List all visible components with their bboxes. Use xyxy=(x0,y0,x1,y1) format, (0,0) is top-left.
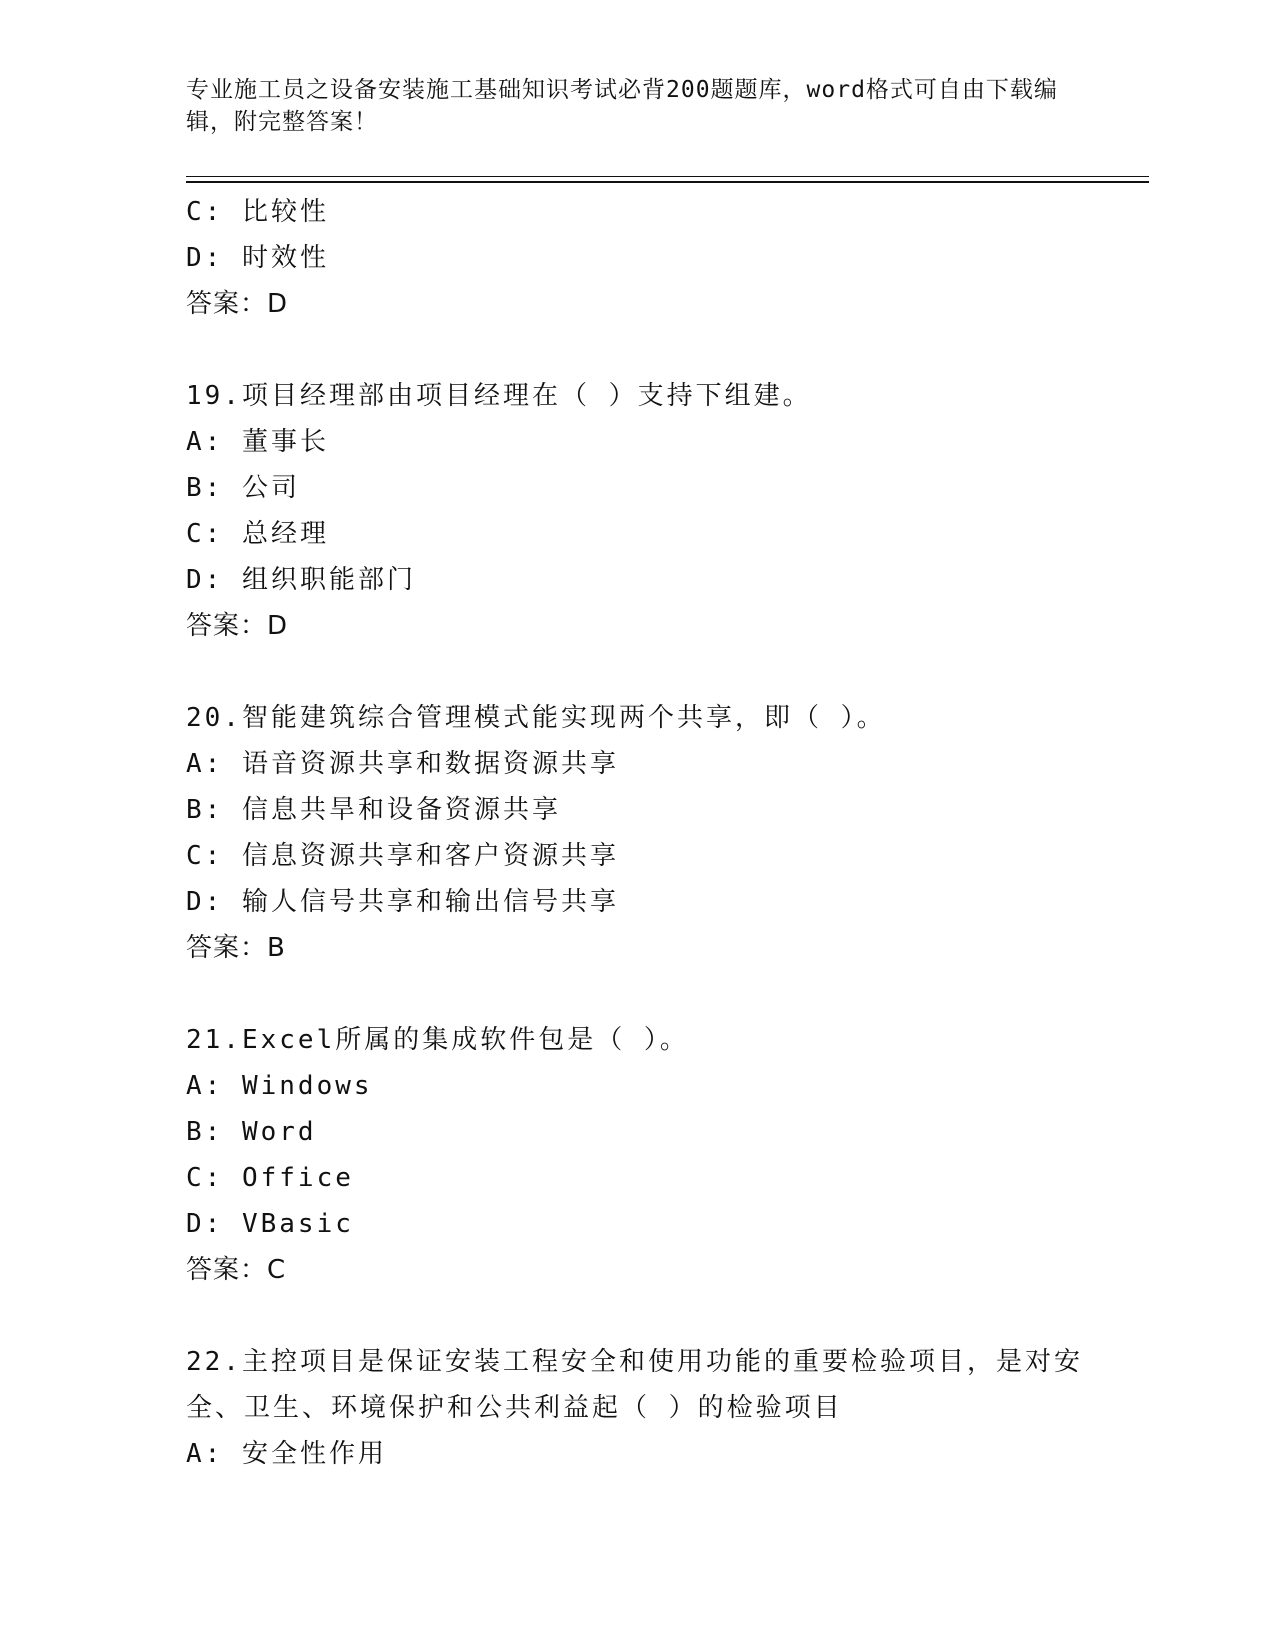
q22-stem-line-1: 22.主控项目是保证安装工程安全和使用功能的重要检验项目，是对安 xyxy=(186,1347,1083,1377)
q21-option-b xyxy=(186,1109,1086,1155)
option-label: D: xyxy=(186,565,224,595)
option-label: D: xyxy=(186,243,224,273)
spacer xyxy=(186,327,1086,373)
q19-option-a xyxy=(186,419,1086,465)
q20-stem: 20.智能建筑综合管理模式能实现两个共享，即（ ）。 xyxy=(186,703,886,733)
option-label: B: xyxy=(186,473,224,503)
q18-option-d xyxy=(186,235,1086,281)
q18-answer: 答案：D xyxy=(186,289,289,319)
header-divider-thin xyxy=(186,176,1149,177)
option-text: 比较性 xyxy=(241,197,329,227)
q18-option-c xyxy=(186,189,1086,235)
q20-option-b xyxy=(186,787,1086,833)
header-divider-thick xyxy=(186,181,1149,183)
option-label: C: xyxy=(186,197,224,227)
option-text: 输人信号共享和输出信号共享 xyxy=(241,887,619,917)
option-label: A: xyxy=(186,1071,224,1101)
q20-option-a xyxy=(186,741,1086,787)
option-text: 总经理 xyxy=(241,519,329,549)
option-text: 语音资源共享和数据资源共享 xyxy=(241,749,619,779)
option-label: A: xyxy=(186,749,224,779)
q19-option-c xyxy=(186,511,1086,557)
q21-answer: 答案：C xyxy=(186,1255,287,1285)
option-label: B: xyxy=(186,1117,224,1147)
q20-answer: 答案：B xyxy=(186,933,286,963)
q22-stem-line-2: 全、卫生、环境保护和公共利益起（ ）的检验项目 xyxy=(186,1393,843,1423)
q22-option-a xyxy=(186,1431,1086,1477)
q19-option-d xyxy=(186,557,1086,603)
option-text: VBasic xyxy=(241,1209,354,1239)
option-label: D: xyxy=(186,887,224,917)
q21-stem: 21.Excel所属的集成软件包是（ ）。 xyxy=(186,1025,689,1055)
option-text: 信息共旱和设备资源共享 xyxy=(241,795,561,825)
option-label: C: xyxy=(186,519,224,549)
option-label: A: xyxy=(186,1439,224,1469)
q20-option-d xyxy=(186,879,1086,925)
spacer xyxy=(186,649,1086,695)
option-text: Windows xyxy=(241,1071,373,1101)
q19-option-b xyxy=(186,465,1086,511)
option-text: 安全性作用 xyxy=(241,1439,387,1469)
option-label: C: xyxy=(186,841,224,871)
option-label: C: xyxy=(186,1163,224,1193)
option-label: D: xyxy=(186,1209,224,1239)
option-text: 董事长 xyxy=(241,427,329,457)
document-title: 专业施工员之设备安装施工基础知识考试必背200题题库，word格式可自由下载编辑，附完整答案！ xyxy=(186,77,1058,135)
question-list xyxy=(186,189,1086,1477)
option-label: A: xyxy=(186,427,224,457)
document-header xyxy=(186,74,1086,138)
q19-stem: 19.项目经理部由项目经理在（ ）支持下组建。 xyxy=(186,381,812,411)
spacer xyxy=(186,1293,1086,1339)
option-text: Office xyxy=(241,1163,354,1193)
option-text: 信息资源共享和客户资源共享 xyxy=(241,841,619,871)
option-text: 组织职能部门 xyxy=(241,565,416,595)
q21-option-d xyxy=(186,1201,1086,1247)
q21-option-a xyxy=(186,1063,1086,1109)
option-text: 公司 xyxy=(241,473,300,503)
option-label: B: xyxy=(186,795,224,825)
option-text: Word xyxy=(241,1117,317,1147)
q21-option-c xyxy=(186,1155,1086,1201)
q20-option-c xyxy=(186,833,1086,879)
option-text: 时效性 xyxy=(241,243,329,273)
spacer xyxy=(186,971,1086,1017)
q19-answer: 答案：D xyxy=(186,611,289,641)
